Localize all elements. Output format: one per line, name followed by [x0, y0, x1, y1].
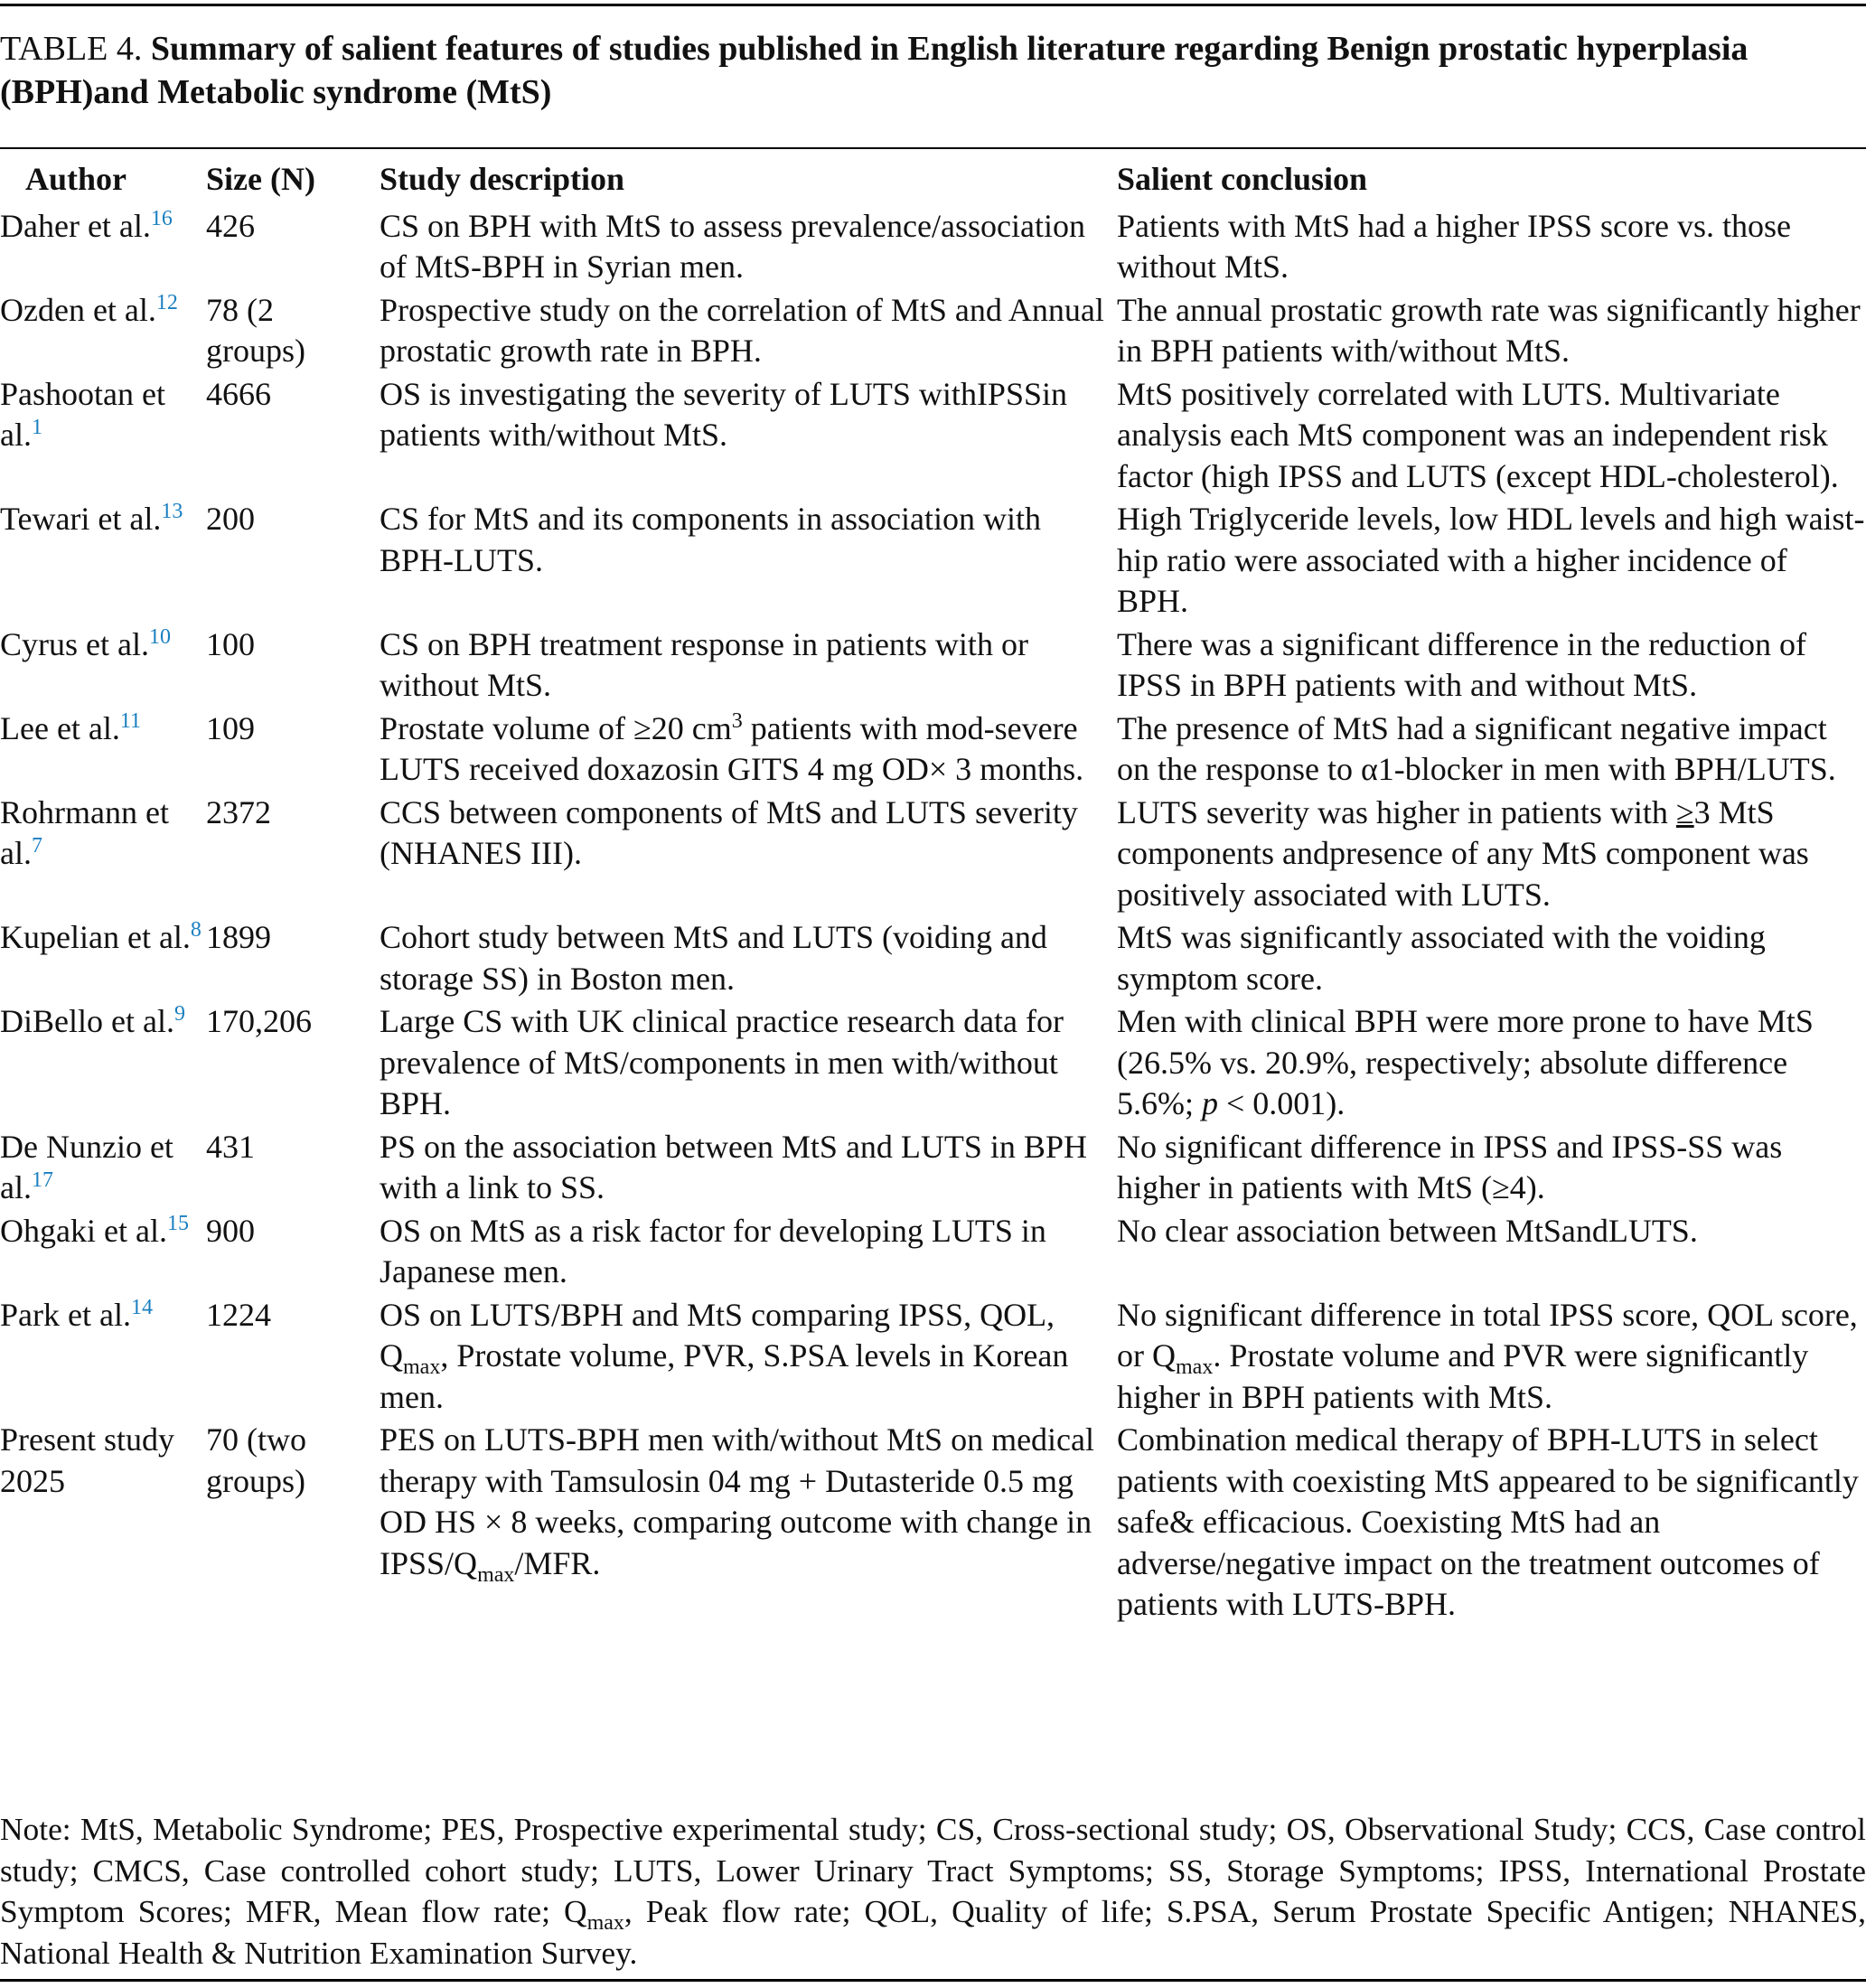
top-rule: [0, 4, 1866, 6]
size-cell: 426: [206, 207, 255, 244]
table-row: [0, 1418, 1866, 1626]
size-cell: 2372: [206, 793, 271, 830]
author-cell: [0, 1209, 206, 1293]
cubic-superscript: 3: [731, 708, 743, 733]
header-row: [0, 152, 1866, 204]
qmax-subscript: max: [586, 1911, 624, 1936]
header-author: Author: [25, 161, 127, 197]
author-cell: [0, 204, 206, 288]
note-text: Note: MtS, Metabolic Syndrome; PES, Prospective experimental study; CS, Cross-sectional study; OS, Observational Study; CCS, Case control study; CMCS, Case controlled cohort study; LUTS, Lower Urinary Tract Symptoms; SS, Storage Symptoms; IPSS, International Prostate Symptom Scores; MFR, Mean flow rate; Q: [0, 1811, 1866, 1929]
author-cell: [0, 497, 206, 623]
table-row: [0, 1293, 1866, 1419]
description-text: , Prostate volume, PVR, S.PSA levels in Korean men.: [380, 1337, 1069, 1415]
caption-title: Summary of salient features of studies published in English literature regarding Benign prostatic hyperplasia (BPH)and Metabolic syndrome (MtS): [0, 30, 1749, 111]
description-cell: PS on the association between MtS and LUTS in BPH with a link to SS.: [380, 1128, 1087, 1205]
table-row: [0, 791, 1866, 916]
header-size: Size (N): [206, 161, 315, 197]
size-cell: 78 (2 groups): [206, 291, 305, 369]
p-value-symbol: p: [1202, 1085, 1218, 1121]
author-cell: [0, 1293, 206, 1419]
size-cell: 200: [206, 501, 255, 537]
ge-symbol: ≥: [1675, 793, 1694, 830]
author-cell: [0, 1125, 206, 1209]
author-name: De Nunzio et al.: [0, 1128, 173, 1205]
reference-link[interactable]: 11: [119, 708, 142, 733]
table-row: [0, 288, 1866, 372]
author-cell: [0, 915, 206, 999]
author-cell: [0, 707, 206, 791]
studies-table: [0, 152, 1866, 1626]
author-name: Cyrus et al.: [0, 625, 149, 662]
reference-link[interactable]: 1: [31, 416, 42, 439]
conclusion-text: 3 MtS components andpresence of any MtS component was positively associated with LUTS.: [1117, 793, 1809, 913]
bottom-rule: [0, 1979, 1866, 1982]
conclusion-cell: The annual prostatic growth rate was significantly higher in BPH patients with/without MtS.: [1117, 291, 1861, 369]
author-name: Lee et al.: [0, 709, 120, 746]
caption-label: TABLE 4.: [0, 30, 143, 68]
conclusion-cell: Patients with MtS had a higher IPSS score vs. those without MtS.: [1117, 207, 1791, 285]
author-cell: [0, 999, 206, 1125]
size-cell: 1224: [206, 1296, 271, 1333]
author-cell: [0, 1418, 206, 1626]
size-cell: 1899: [206, 919, 271, 955]
reference-link[interactable]: 14: [130, 1295, 153, 1319]
conclusion-cell: MtS positively correlated with LUTS. Multivariate analysis each MtS component was an independent risk factor (high IPSS and LUTS (except HDL-cholesterol).: [1117, 375, 1839, 494]
conclusion-cell: [1117, 999, 1866, 1125]
conclusion-text: LUTS severity was higher in patients with: [1117, 793, 1676, 830]
header-conclusion: Salient conclusion: [1117, 161, 1368, 197]
reference-link[interactable]: 16: [150, 206, 173, 230]
table-row: [0, 372, 1866, 498]
description-cell: CS on BPH treatment response in patients with or without MtS.: [380, 625, 1028, 703]
description-text: Prostate volume of ≥20 cm: [380, 709, 732, 746]
description-cell: CS for MtS and its components in association with BPH-LUTS.: [380, 501, 1041, 578]
qmax-subscript: max: [403, 1355, 441, 1380]
size-cell: 431: [206, 1128, 255, 1165]
conclusion-cell: The presence of MtS had a significant negative impact on the response to α1-blocker in men with BPH/LUTS.: [1117, 709, 1836, 787]
table-row: [0, 623, 1866, 707]
author-name: Ohgaki et al.: [0, 1212, 167, 1249]
author-name: Rohrmann et al.: [0, 793, 169, 871]
author-name: Tewari et al.: [0, 501, 162, 537]
description-cell: CS on BPH with MtS to assess prevalence/association of MtS-BPH in Syrian men.: [380, 207, 1085, 285]
author-name: DiBello et al.: [0, 1003, 174, 1039]
description-text: patients with mod-severe LUTS received doxazosin GITS 4 mg OD× 3 months.: [380, 709, 1084, 787]
description-cell: Large CS with UK clinical practice research data for prevalence of MtS/components in men with/without BPH.: [380, 1003, 1064, 1121]
description-cell: Prospective study on the correlation of MtS and Annual prostatic growth rate in BPH.: [380, 291, 1104, 369]
conclusion-cell: High Triglyceride levels, low HDL levels and high waist-hip ratio were associated with a higher incidence of BPH.: [1117, 501, 1865, 619]
conclusion-cell: [1117, 1293, 1866, 1419]
author-name: Daher et al.: [0, 207, 151, 244]
author-name: Pashootan et al.: [0, 375, 165, 453]
table-row: [0, 1125, 1866, 1209]
conclusion-cell: No significant difference in IPSS and IPSS-SS was higher in patients with MtS (≥4).: [1117, 1128, 1783, 1205]
conclusion-text: Men with clinical BPH were more prone to have MtS (26.5% vs. 20.9%, respectively; absolute difference 5.6%;: [1117, 1003, 1814, 1121]
size-cell: 100: [206, 625, 255, 662]
description-text: OS on LUTS/BPH and MtS comparing IPSS, QOL, Q: [380, 1296, 1055, 1374]
description-cell: OS on MtS as a risk factor for developing LUTS in Japanese men.: [380, 1212, 1046, 1289]
reference-link[interactable]: 10: [148, 624, 171, 649]
description-text: /MFR.: [514, 1544, 601, 1581]
conclusion-cell: Combination medical therapy of BPH-LUTS in select patients with coexisting MtS appeared to be significantly safe& efficacious. Coexisting MtS had an adverse/negative impact on the treatment outcomes of patients with LUTS-BPH.: [1117, 1421, 1859, 1622]
description-cell: [380, 707, 1117, 791]
description-cell: CCS between components of MtS and LUTS severity (NHANES III).: [380, 793, 1078, 871]
author-cell: [0, 288, 206, 372]
table-note: [0, 1809, 1866, 1974]
table-row: [0, 999, 1866, 1125]
description-cell: Cohort study between MtS and LUTS (voiding and storage SS) in Boston men.: [380, 919, 1047, 997]
size-cell: 900: [206, 1212, 255, 1249]
reference-link[interactable]: 7: [31, 834, 42, 858]
description-text: PES on LUTS-BPH men with/without MtS on medical therapy with Tamsulosin 04 mg + Dutasteride 0.5 mg OD HS × 8 weeks, comparing outcome with change in IPSS/Q: [380, 1421, 1095, 1581]
reference-link[interactable]: 15: [166, 1211, 189, 1235]
author-name: Present study 2025: [0, 1421, 174, 1499]
size-cell: 109: [206, 709, 255, 746]
author-name: Park et al.: [0, 1296, 131, 1333]
header-rule: [0, 147, 1866, 149]
reference-link[interactable]: 13: [161, 500, 183, 523]
qmax-subscript: max: [1176, 1355, 1214, 1380]
conclusion-cell: MtS was significantly associated with the voiding symptom score.: [1117, 919, 1766, 997]
table-row: [0, 915, 1866, 999]
author-name: Ozden et al.: [0, 291, 156, 328]
author-name: Kupelian et al.: [0, 919, 191, 955]
author-cell: [0, 791, 206, 916]
table-row: [0, 497, 1866, 623]
table-row: [0, 1209, 1866, 1293]
reference-link[interactable]: 8: [190, 918, 202, 942]
reference-link[interactable]: 12: [155, 290, 178, 314]
conclusion-cell: [1117, 791, 1866, 916]
table-row: [0, 707, 1866, 791]
size-cell: 4666: [206, 375, 271, 412]
note-text: , Peak flow rate; QOL, Quality of life; S.PSA, Serum Prostate Specific Antigen; NHANES, National Health & Nutrition Examination Survey.: [0, 1893, 1866, 1971]
conclusion-cell: There was a significant difference in the reduction of IPSS in BPH patients with and without MtS.: [1117, 625, 1807, 703]
conclusion-text: . Prostate volume and PVR were significantly higher in BPH patients with MtS.: [1117, 1337, 1809, 1415]
reference-link[interactable]: 17: [31, 1168, 53, 1192]
description-cell: [380, 1293, 1117, 1419]
conclusion-text: No significant difference in total IPSS score, QOL score, or Q: [1117, 1296, 1858, 1374]
size-cell: 70 (two groups): [206, 1421, 306, 1499]
conclusion-text: < 0.001).: [1218, 1085, 1346, 1121]
conclusion-cell: No clear association between MtSandLUTS.: [1117, 1212, 1698, 1249]
reference-link[interactable]: 9: [173, 1002, 185, 1026]
description-cell: OS is investigating the severity of LUTS withIPSSin patients with/without MtS.: [380, 375, 1067, 453]
author-cell: [0, 372, 206, 498]
description-cell: [380, 1418, 1117, 1626]
qmax-subscript: max: [477, 1562, 515, 1587]
table-caption: [0, 27, 1866, 114]
author-cell: [0, 623, 206, 707]
header-description: Study description: [380, 161, 625, 197]
size-cell: 170,206: [206, 1003, 312, 1039]
table-row: [0, 204, 1866, 288]
